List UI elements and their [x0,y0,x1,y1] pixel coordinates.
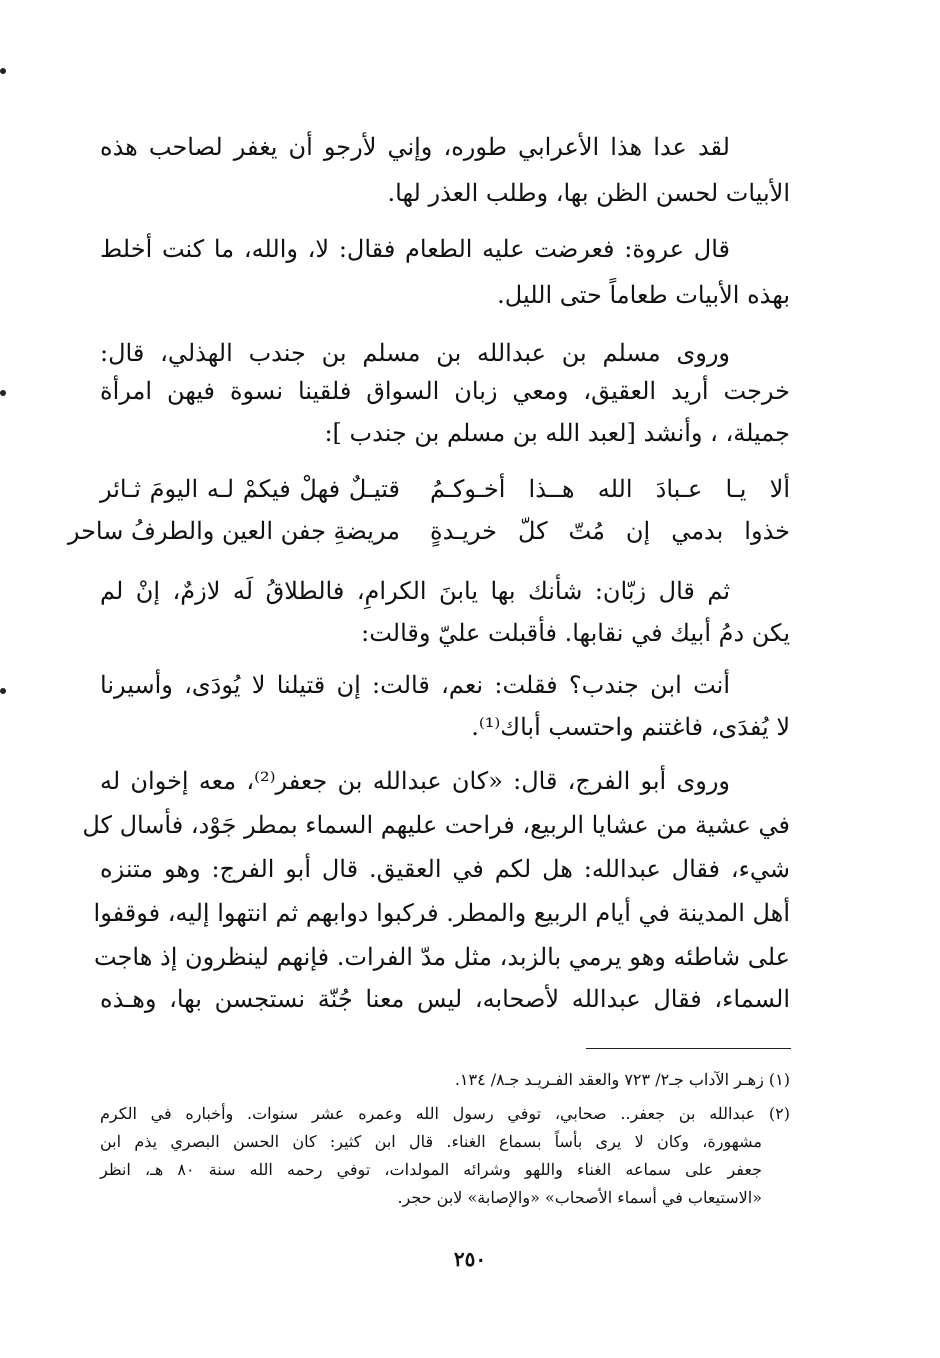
text-line: جميلة، ، وأنشد [لعبد الله بن مسلم بن جندب ]: [324,419,790,447]
text-line: شيء، فقال عبدالله: هل لكم في العقيق. قال أبو الفرج: وهو متنزه [100,855,790,883]
text-line: ثم قال زبّان: شأنك بها يابنَ الكرامِ، فالطلاقُ لَه لازمٌ، إنْ لم [100,577,730,605]
text-line: قال عروة: فعرضت عليه الطعام فقال: لا، والله، ما كنت أخلط [100,235,730,263]
text-line: الأبيات لحسن الظن بها، وطلب العذر لها. [387,179,790,207]
text-line: وروى مسلم بن عبدالله بن مسلم بن جندب الهذلي، قال: [100,339,730,367]
text-line: يكن دمُ أبيك في نقابها. فأقبلت عليّ وقالت: [361,619,790,647]
margin-mark [0,390,6,396]
text-line: لقد عدا هذا الأعرابي طوره، وإني لأرجو أن يغفر لصاحب هذه [100,133,730,161]
text-line: لا يُفدَى، فاغتنم واحتسب أباك⁽¹⁾. [471,713,790,741]
footnote-line: (٢) عبدالله بن جعفر.. صحابي، توفي رسول الله وعمره عشر سنوات. وأخباره في الكرم [100,1104,790,1123]
text-line: السماء، فقال عبدالله لأصحابه، ليس معنا جُنّة نستجسن بها، وهـذه [100,985,790,1013]
footnote-line: «الاستيعاب في أسماء الأصحاب» «والإصابة» لابن حجر. [397,1188,762,1207]
text-line: في عشية من عشايا الربيع، فراحت عليهم السماء بمطر جَوْد، فأسال كل [82,811,790,839]
margin-mark [0,688,6,694]
page-number: ٢٥٠ [453,1247,487,1271]
margin-mark [0,68,6,74]
footnote-rule [586,1048,791,1049]
verse-first-hemistich: خذوا بدمي إن مُتّ كلّ خريـدةٍ [430,517,790,545]
footnote-line: مشهورة، وكان لا يرى بأساً بسماع الغناء. قال ابن كثير: كان الحسن البصري يذم ابن [100,1132,762,1151]
text-line: أهل المدينة في أيام الربيع والمطر. فركبوا دوابهم ثم انتهوا إليه، فوقفوا [93,899,790,927]
verse-second-hemistich: قتيـلٌ فهلْ فيكمْ لـه اليومَ ثـائر [100,475,400,503]
text-line: وروى أبو الفرج، قال: «كان عبدالله بن جعفر⁽²⁾، معه إخوان له [100,767,730,795]
text-line: على شاطئه وهو يرمي بالزبد، مثل مدّ الفرات. فإنهم لينظرون إذ هاجت [94,943,790,971]
text-line: بهذه الأبيات طعاماً حتى الليل. [497,281,790,309]
verse-first-hemistich: ألا يـا عـبادَ الله هــذا أخـوكـمُ [430,475,790,503]
text-line: خرجت أريد العقيق، ومعي زبان السواق فلقينا نسوة فيهن امرأة [100,377,790,405]
footnote-line: جعفر على سماعه الغناء واللهو وشرائه المولدات، توفي رحمه الله سنة ٨٠ هـ، انظر [100,1160,763,1179]
verse-second-hemistich: مريضةِ جفن العين والطرفُ ساحر [67,517,400,545]
text-line: أنت ابن جندب؟ فقلت: نعم، قالت: إن قتيلنا لا يُودَى، وأسيرنا [100,671,730,699]
footnote-line: (١) زهـر الآداب جـ٢/ ٧٢٣ والعقد الفـريـد جـ٨/ ١٣٤. [454,1070,790,1089]
